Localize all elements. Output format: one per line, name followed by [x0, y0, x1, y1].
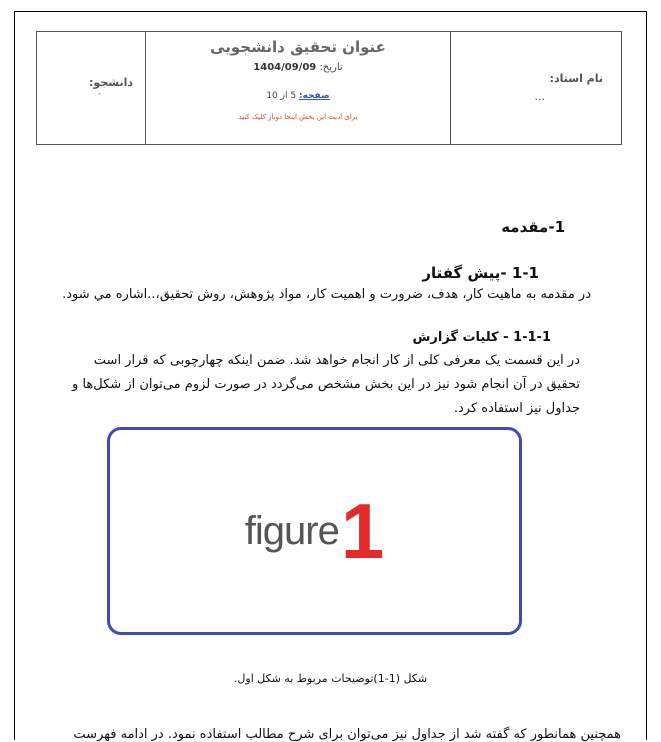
- page-value: 5 از 10: [266, 91, 297, 101]
- figure-caption: شکل (1-1)توضیحات مربوط به شکل اول.: [233, 672, 428, 685]
- figure-word: figure: [244, 508, 339, 553]
- heading-introduction: 1-مقدمه: [501, 218, 565, 236]
- paragraph-clipped: همچنین همانطور که گفته شد از جداول نیز می‌توان برای شرح مطالب استفاده نمود. در ادامه فهرست: [73, 727, 621, 742]
- date-row: [146, 62, 450, 73]
- page-border: [14, 11, 647, 12]
- paragraph-overview: در این قسمت یک معرفی کلی از کار انجام خواهد شد. ضمن اینکه چهارچوبی که قرار است تحقیق در آن انجام شود نیز در این بخش مشخص می‌گردد در صورت لزوم می‌توان از شکل‌ها و جداول نیز استفاده کرد.: [72, 353, 580, 416]
- student-label: دانشجو:: [89, 76, 133, 89]
- page-border: [646, 11, 647, 740]
- page-number-row: [146, 91, 450, 101]
- page-title[interactable]: عنوان تحقیق دانشجویی: [210, 38, 386, 56]
- heading-report-overview: 1-1-1 - کلیات گزارش: [412, 330, 551, 345]
- date-label: تاریخ:: [319, 62, 343, 73]
- professor-cell: [451, 32, 621, 144]
- professor-label: نام استاد:: [549, 72, 603, 85]
- figure-number: 1: [340, 487, 385, 575]
- page-border: [14, 11, 15, 740]
- header-table: [36, 31, 622, 145]
- student-cell: [37, 32, 146, 144]
- heading-preface: 1-1 -پیش گفتار: [422, 264, 539, 282]
- edit-hint[interactable]: برای ادیت این بخش اینجا دوبار کلیک کنید: [238, 113, 358, 121]
- title-cell: [146, 32, 451, 144]
- date-value[interactable]: 1404/09/09: [253, 62, 317, 73]
- page-label: صفحه:: [298, 91, 330, 101]
- figure-placeholder[interactable]: [107, 427, 522, 635]
- student-value[interactable]: -: [97, 89, 101, 99]
- paragraph-preface: در مقدمه به ماهیت کار، هدف، ضرورت و اهمیت کار، مواد پژوهش، روش تحقیق،..اشاره مي شود.: [62, 287, 591, 302]
- professor-value[interactable]: ...: [534, 90, 545, 103]
